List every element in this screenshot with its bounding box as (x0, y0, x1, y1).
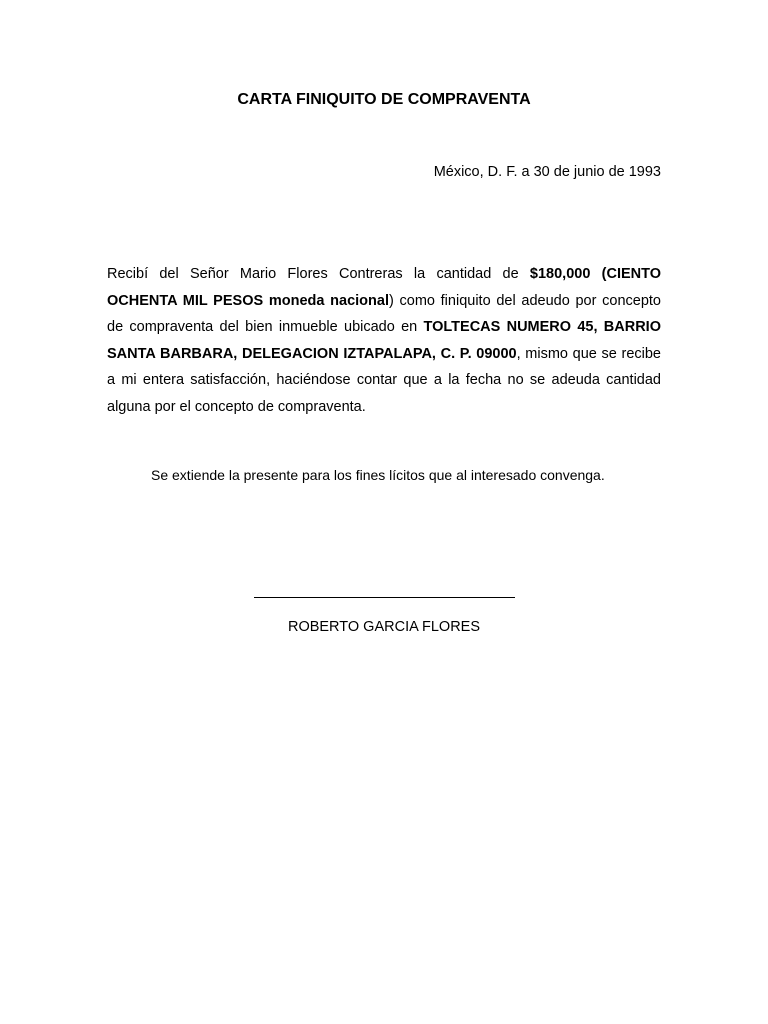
property-address: TOLTECAS NUMERO 45, BARRIO SANTA BARBARA, DELEGACION IZTAPALAPA, C. P. 09000 (107, 319, 661, 362)
amount-text: $180,000 (CIENTO OCHENTA MIL PESOS moneda nacional (107, 266, 662, 309)
document-title: CARTA FINIQUITO DE COMPRAVENTA (237, 91, 531, 108)
body-text-intro: Recibí del Señor Mario Flores Contreras la cantidad de (107, 266, 530, 282)
closing-line: Se extiende la presente para los fines lícitos que al interesado convenga. (151, 467, 605, 483)
signature-line (254, 597, 515, 598)
body-text-conclusion: , mismo que se recibe a mi entera satisfacción, haciéndose contar que a la fecha no se adeuda cantidad alguna por el concepto de compraventa. (107, 345, 661, 415)
body-paragraph (107, 261, 661, 420)
signer-name: ROBERTO GARCIA FLORES (287, 619, 481, 635)
date-line: México, D. F. a 30 de junio de 1993 (433, 164, 661, 180)
body-text-concept: ) como finiquito del adeudo por concepto de compraventa del bien inmueble ubicado en (107, 292, 661, 335)
